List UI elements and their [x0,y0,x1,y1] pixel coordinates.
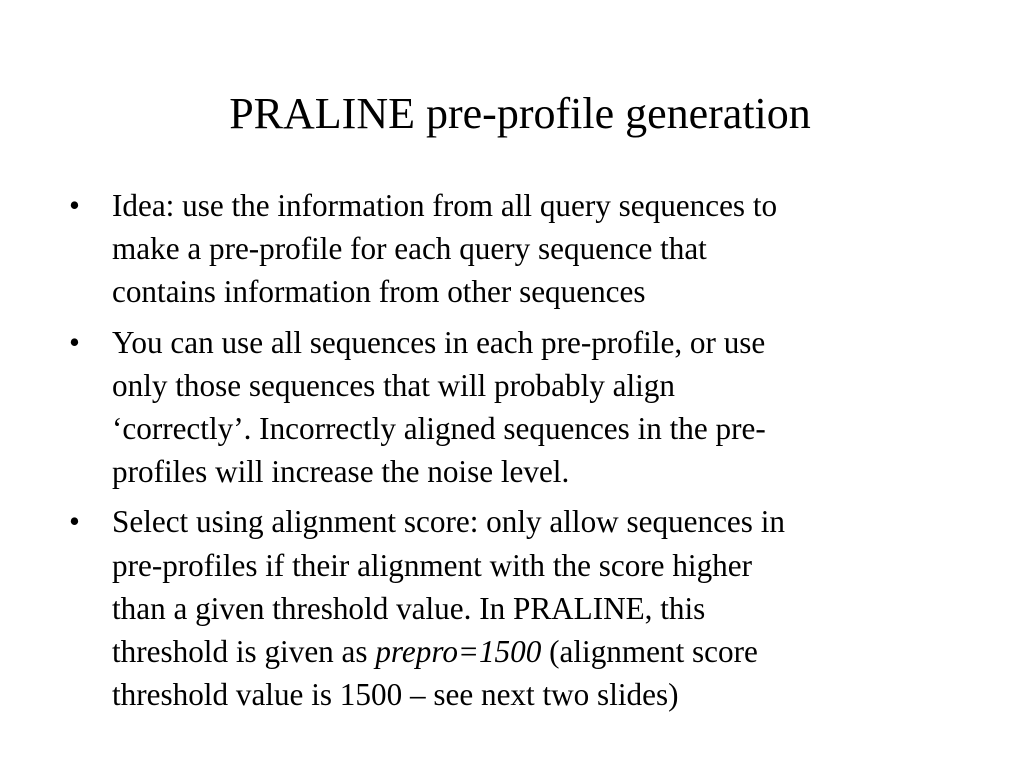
bullet-line: profiles will increase the noise level. [112,454,570,490]
bullet-line: make a pre-profile for each query sequence that [112,231,707,267]
bullet-line: Idea: use the information from all query sequences to [112,188,778,223]
prepro-parameter: prepro=1500 [375,634,542,670]
bullet-icon: • [69,188,80,223]
bullet-line: than a given threshold value. In PRALINE, this [112,590,706,626]
bullet-line: Select using alignment score: only allow sequences in [112,504,785,540]
bullet-line: ‘correctly’. Incorrectly aligned sequences in the pre- [112,411,766,447]
bullet-line: You can use all sequences in each pre-profile, or use [112,324,766,360]
bullet-item-sequences [69,321,979,494]
bullet-list [69,184,979,723]
bullet-item-select [69,500,979,716]
line-text: (alignment score [541,634,758,670]
bullet-item-idea [69,184,979,314]
line-text: threshold is given as [112,634,376,670]
bullet-line-mixed [112,630,979,673]
bullet-line: threshold value is 1500 – see next two slides) [112,677,679,713]
bullet-icon: • [69,504,80,540]
bullet-icon: • [69,324,80,360]
bullet-line: pre-profiles if their alignment with the score higher [112,547,752,583]
slide-title: PRALINE pre-profile generation [229,89,811,138]
bullet-line: contains information from other sequences [112,274,646,310]
bullet-line: only those sequences that will probably align [112,367,675,403]
